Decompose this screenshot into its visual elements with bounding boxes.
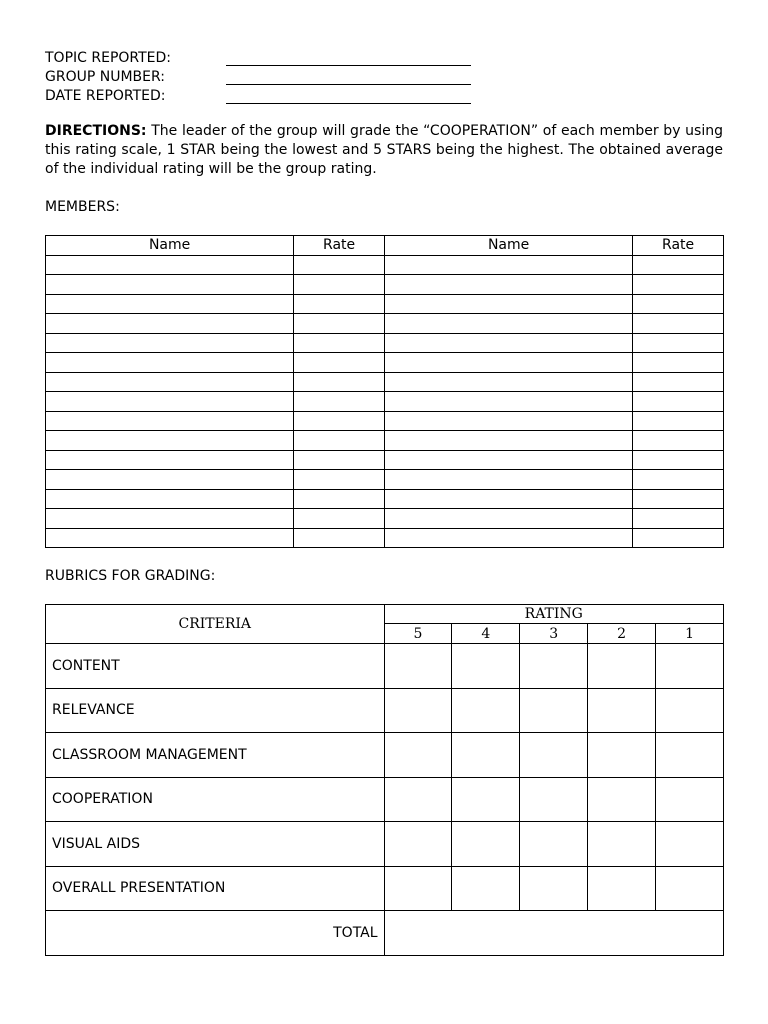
members-table [45,235,724,548]
member-rate-cell[interactable] [633,255,724,275]
member-rate-cell[interactable] [633,392,724,412]
member-rate-cell[interactable] [633,294,724,314]
rating-value-5: 5 [384,624,452,644]
rating-cell[interactable] [656,866,724,911]
members-row [46,489,724,509]
rating-cell[interactable] [588,822,656,867]
rating-cell[interactable] [452,688,520,733]
rating-cell[interactable] [588,866,656,911]
members-header-rate-1: Rate [294,236,385,256]
members-row [46,411,724,431]
member-name-cell[interactable] [384,509,632,529]
members-row [46,431,724,451]
members-header-row [46,236,724,256]
members-row [46,470,724,490]
member-name-cell[interactable] [46,431,294,451]
directions-text: The leader of the group will grade the “COOPERATION” of each member by using this rating scale, 1 STAR being the lowest and 5 STARS being the highest. The obtained average of the individual rating will be the group rating. [45,123,723,177]
group-number-label: GROUP NUMBER: [45,69,165,85]
rating-cell[interactable] [520,688,588,733]
rubric-table [45,604,724,956]
member-name-cell[interactable] [46,372,294,392]
member-rate-cell[interactable] [633,489,724,509]
rubric-criteria-header: CRITERIA [46,605,385,644]
rating-cell[interactable] [384,866,452,911]
rating-cell[interactable] [452,777,520,822]
member-name-cell[interactable] [384,470,632,490]
rating-cell[interactable] [588,644,656,689]
member-name-cell[interactable] [384,275,632,295]
members-row [46,294,724,314]
rubric-total-row [46,911,724,956]
members-row [46,353,724,373]
member-name-cell[interactable] [46,314,294,334]
rating-cell[interactable] [588,777,656,822]
rating-cell[interactable] [656,644,724,689]
rating-value-3: 3 [520,624,588,644]
member-rate-cell[interactable] [633,470,724,490]
member-rate-cell[interactable] [633,509,724,529]
directions-title: DIRECTIONS: [45,123,147,139]
rating-cell[interactable] [384,644,452,689]
criterion-label: COOPERATION [46,777,385,822]
members-row [46,372,724,392]
rating-cell[interactable] [656,688,724,733]
rating-cell[interactable] [452,644,520,689]
member-name-cell[interactable] [384,489,632,509]
member-name-cell[interactable] [384,353,632,373]
member-name-cell[interactable] [384,450,632,470]
rating-cell[interactable] [520,644,588,689]
rating-value-1: 1 [656,624,724,644]
members-row [46,509,724,529]
criterion-label: CONTENT [46,644,385,689]
member-rate-cell[interactable] [294,255,385,275]
members-header-rate-2: Rate [633,236,724,256]
member-name-cell[interactable] [46,509,294,529]
rubric-row [46,688,724,733]
members-title: MEMBERS: [45,199,120,215]
member-name-cell[interactable] [384,411,632,431]
member-rate-cell[interactable] [633,450,724,470]
member-name-cell[interactable] [46,489,294,509]
member-rate-cell[interactable] [633,333,724,353]
members-row [46,392,724,412]
rubric-header-row [46,605,724,624]
member-rate-cell[interactable] [294,294,385,314]
rating-cell[interactable] [384,822,452,867]
member-rate-cell[interactable] [633,372,724,392]
rating-cell[interactable] [588,733,656,778]
members-row [46,314,724,334]
member-name-cell[interactable] [384,294,632,314]
rating-cell[interactable] [588,688,656,733]
member-rate-cell[interactable] [633,528,724,548]
date-reported-label: DATE REPORTED: [45,88,166,104]
member-name-cell[interactable] [46,470,294,490]
member-rate-cell[interactable] [294,528,385,548]
rating-cell[interactable] [520,777,588,822]
rubric-body [46,605,724,956]
topic-reported-label: TOPIC REPORTED: [45,50,172,66]
member-name-cell[interactable] [384,314,632,334]
member-rate-cell[interactable] [294,431,385,451]
member-rate-cell[interactable] [633,314,724,334]
rubric-rating-header: RATING [384,605,723,624]
member-name-cell[interactable] [46,275,294,295]
rubric-row [46,822,724,867]
rating-cell[interactable] [384,777,452,822]
rating-value-4: 4 [452,624,520,644]
rating-cell[interactable] [452,733,520,778]
rubric-row [46,644,724,689]
member-name-cell[interactable] [384,392,632,412]
member-rate-cell[interactable] [294,275,385,295]
members-row [46,275,724,295]
rating-cell[interactable] [452,866,520,911]
group-number-blank[interactable] [226,71,471,85]
rating-cell[interactable] [656,733,724,778]
group-number-row [45,66,471,85]
rubric-row [46,777,724,822]
member-rate-cell[interactable] [294,450,385,470]
total-label: TOTAL [46,911,385,956]
rating-cell[interactable] [384,733,452,778]
member-rate-cell[interactable] [294,392,385,412]
member-name-cell[interactable] [46,333,294,353]
rating-cell[interactable] [656,822,724,867]
criterion-label: OVERALL PRESENTATION [46,866,385,911]
criterion-label: CLASSROOM MANAGEMENT [46,733,385,778]
member-name-cell[interactable] [46,255,294,275]
criterion-label: RELEVANCE [46,688,385,733]
topic-reported-blank[interactable] [226,52,471,66]
rubric-row [46,866,724,911]
member-rate-cell[interactable] [294,489,385,509]
member-rate-cell[interactable] [633,353,724,373]
member-rate-cell[interactable] [294,509,385,529]
member-name-cell[interactable] [384,431,632,451]
criterion-label: VISUAL AIDS [46,822,385,867]
member-rate-cell[interactable] [294,372,385,392]
member-name-cell[interactable] [46,392,294,412]
members-row [46,255,724,275]
member-name-cell[interactable] [384,255,632,275]
member-name-cell[interactable] [384,333,632,353]
member-rate-cell[interactable] [294,353,385,373]
members-row [46,333,724,353]
member-rate-cell[interactable] [294,411,385,431]
rating-value-2: 2 [588,624,656,644]
member-name-cell[interactable] [46,353,294,373]
rating-cell[interactable] [452,822,520,867]
header-fields [45,47,471,104]
member-name-cell[interactable] [46,528,294,548]
member-rate-cell[interactable] [294,333,385,353]
members-row [46,528,724,548]
member-name-cell[interactable] [384,372,632,392]
members-header-name-2: Name [384,236,632,256]
member-name-cell[interactable] [46,450,294,470]
rating-cell[interactable] [520,866,588,911]
member-rate-cell[interactable] [633,411,724,431]
date-reported-blank[interactable] [226,90,471,104]
member-rate-cell[interactable] [294,470,385,490]
member-rate-cell[interactable] [633,431,724,451]
directions-paragraph [45,122,723,179]
rating-cell[interactable] [520,822,588,867]
members-header-name-1: Name [46,236,294,256]
rating-cell[interactable] [520,733,588,778]
rating-cell[interactable] [656,777,724,822]
member-rate-cell[interactable] [633,275,724,295]
date-reported-row [45,85,471,104]
member-name-cell[interactable] [46,294,294,314]
rubrics-title: RUBRICS FOR GRADING: [45,568,216,584]
rating-cell[interactable] [384,688,452,733]
member-rate-cell[interactable] [294,314,385,334]
total-value-cell[interactable] [384,911,723,956]
member-name-cell[interactable] [384,528,632,548]
topic-reported-row [45,47,471,66]
members-row [46,450,724,470]
members-body [46,255,724,548]
rubric-row [46,733,724,778]
member-name-cell[interactable] [46,411,294,431]
